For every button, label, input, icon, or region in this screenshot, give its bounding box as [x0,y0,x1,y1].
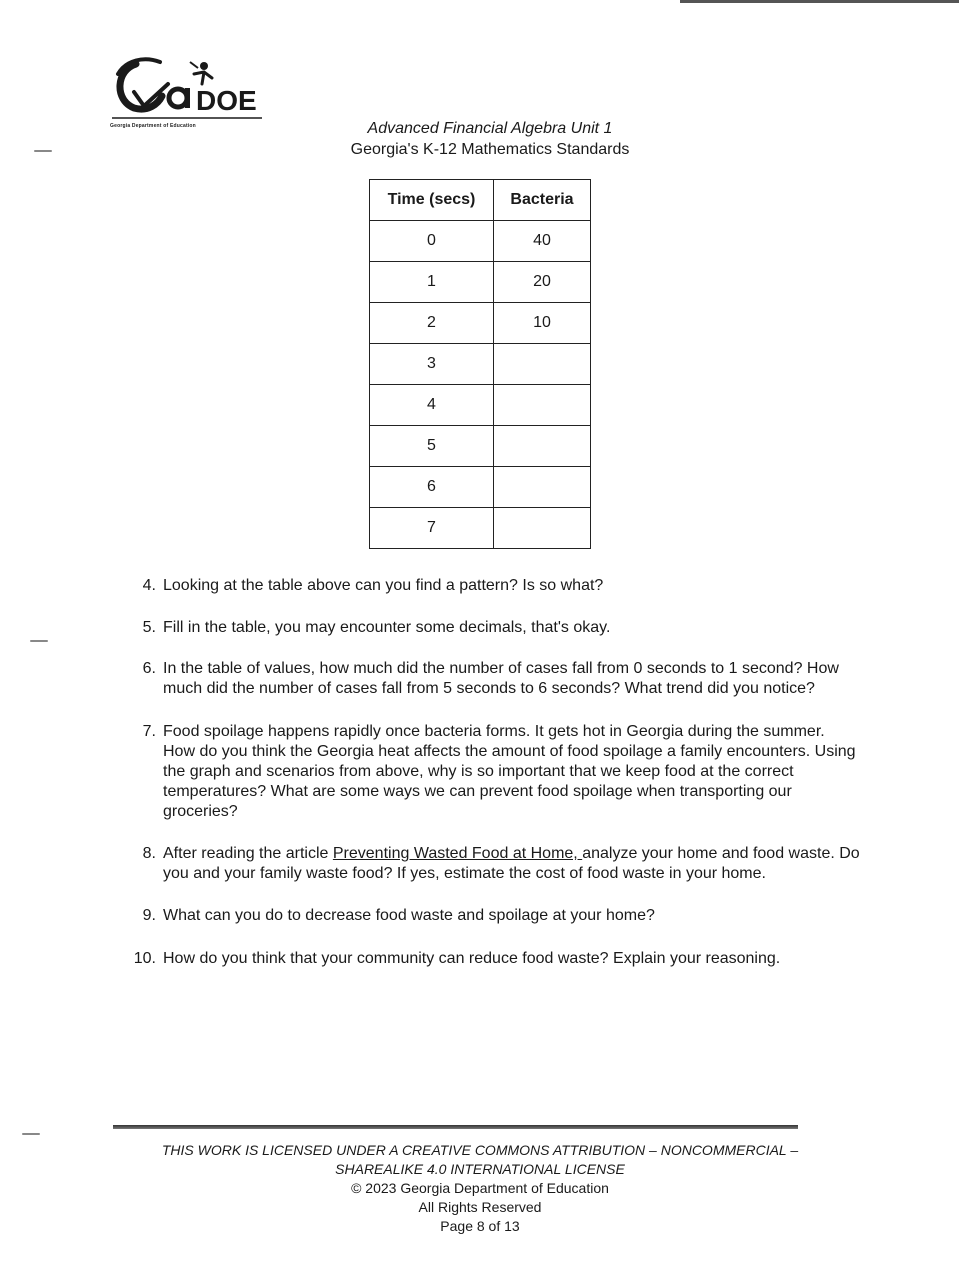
bacteria-cell [494,508,591,549]
bacteria-cell [494,467,591,508]
time-cell: 0 [370,221,494,262]
question-number: 8. [142,845,156,862]
logo-tagline: Georgia Department of Education [110,123,196,129]
scan-mark [22,1133,40,1135]
question-text: In the table of values, how much did the number of cases fall from 0 seconds to 1 second? How much did the number of cases fall from 5 seconds to 6 seconds? What trend did you notice? [163,660,839,697]
article-link[interactable]: Preventing Wasted Food at Home, [332,845,583,862]
bacteria-cell [494,426,591,467]
time-cell: 7 [370,508,494,549]
table-row [370,426,591,467]
table-row [370,303,591,344]
table-row [370,385,591,426]
question-number: 6. [142,660,156,677]
question-text: Food spoilage happens rapidly once bacteria forms. It gets hot in Georgia during the summer. How do you think the Georgia heat affects the amount of food spoilage a family encounters. Using the graph and scenarios from above, why is so important that we keep food at the correct temperatures? What are some ways we can prevent food spoilage when transporting our groceries? [163,723,856,820]
question-number: 7. [142,723,156,740]
bacteria-cell: 40 [494,221,591,262]
column-header-time: Time (secs) [370,180,494,221]
license-text: THIS WORK IS LICENSED UNDER A CREATIVE COMMONS ATTRIBUTION – NONCOMMERCIAL – SHAREALIKE 4.0 INTERNATIONAL LICENSE [161,1142,799,1177]
question-item [130,576,860,596]
table-row [370,344,591,385]
standards-title: Georgia's K-12 Mathematics Standards [350,141,630,158]
bacteria-cell: 10 [494,303,591,344]
question-item [130,844,860,884]
question-item [130,906,860,926]
svg-text:DOE: DOE [196,85,257,116]
top-rule [680,0,959,3]
scan-mark [30,640,48,642]
question-number: 9. [142,907,156,924]
question-text-before: After reading the article [163,845,333,862]
question-list [130,576,860,969]
table-row [370,262,591,303]
bacteria-cell [494,385,591,426]
question-text: Looking at the table above can you find a pattern? Is so what? [163,577,604,594]
page-header [250,118,730,160]
time-cell: 2 [370,303,494,344]
question-text: How do you think that your community can reduce food waste? Explain your reasoning. [163,950,781,967]
scan-mark [34,150,52,152]
time-cell: 4 [370,385,494,426]
gadoe-logo [108,52,264,132]
question-number: 5. [142,619,156,636]
question-item [130,618,860,638]
question-item [130,722,860,822]
footer-rule [113,1125,798,1129]
bacteria-table [369,179,591,549]
question-text-after: analyze your home and food waste. Do you and your family waste food? If yes, estimate the cost of food waste in your home. [163,845,860,882]
rights-text: All Rights Reserved [418,1199,542,1215]
table-row [370,221,591,262]
question-item [130,949,860,969]
question-text: Fill in the table, you may encounter some decimals, that's okay. [163,619,611,636]
bacteria-cell [494,344,591,385]
question-item [130,659,860,699]
time-cell: 6 [370,467,494,508]
copyright-text: © 2023 Georgia Department of Education [351,1180,609,1196]
question-text: What can you do to decrease food waste and spoilage at your home? [163,907,655,924]
time-cell: 5 [370,426,494,467]
column-header-bacteria: Bacteria [494,180,591,221]
question-number: 4. [142,577,156,594]
bacteria-cell: 20 [494,262,591,303]
time-cell: 1 [370,262,494,303]
unit-title: Advanced Financial Algebra Unit 1 [367,120,613,137]
question-number: 10. [133,950,156,967]
table-header-row [370,180,591,221]
page-number: Page 8 of 13 [440,1218,520,1234]
table-row [370,467,591,508]
time-cell: 3 [370,344,494,385]
table-row [370,508,591,549]
page-footer [120,1141,840,1236]
